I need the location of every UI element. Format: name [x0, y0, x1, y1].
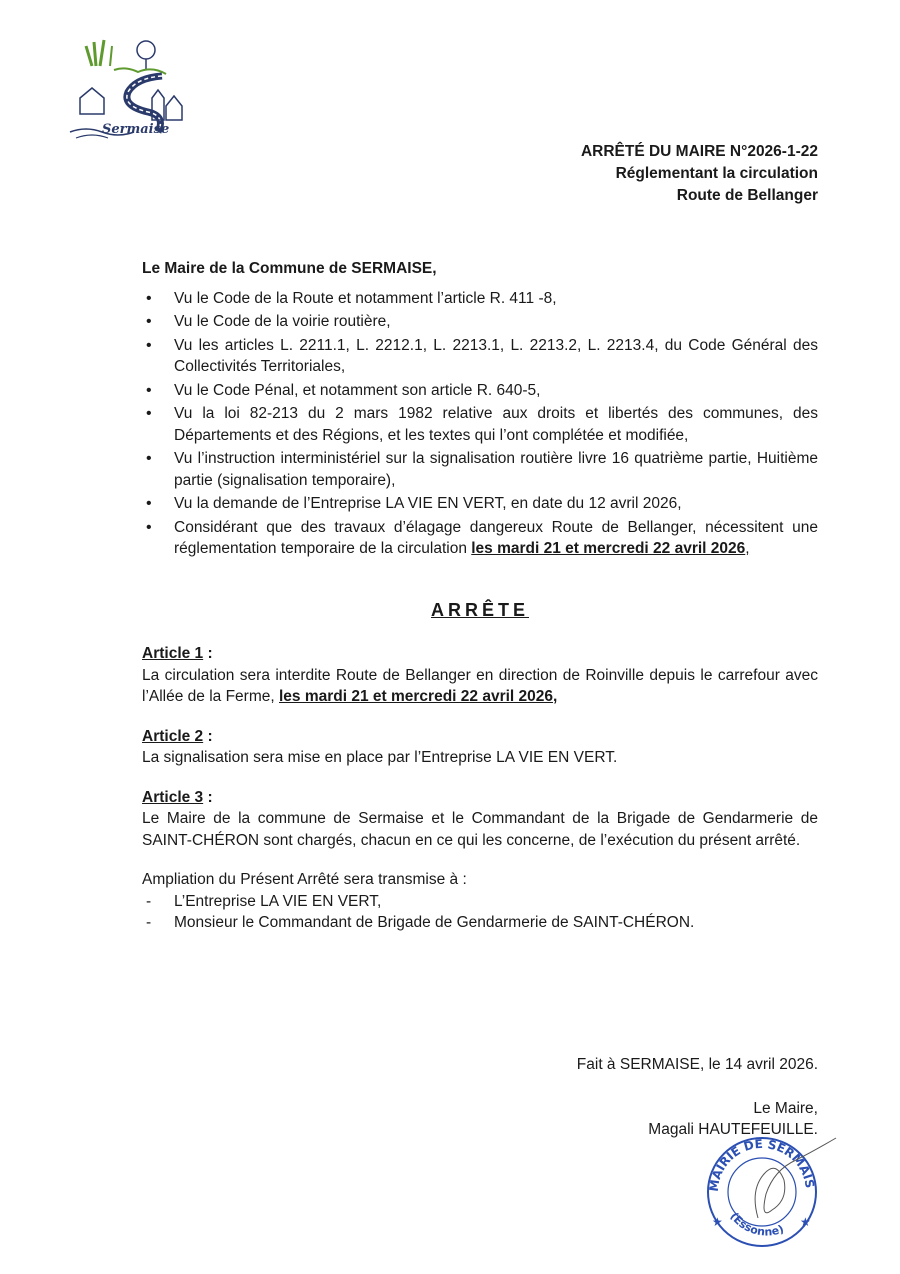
article-3-text: Le Maire de la commune de Sermaise et le Commandant de la Brigade de Gendarmerie de SAINT-CHÉRON sont chargés, chacun en ce qui les concerne, de l’exécution du présent arrêté. [142, 810, 818, 849]
ampliation-list [142, 891, 818, 934]
article-2-sep: : [203, 727, 213, 745]
decree-location: Route de Bellanger [676, 187, 818, 204]
stamp-star-icon: ★ [800, 1215, 811, 1229]
article-3-title [142, 787, 818, 809]
official-stamp [700, 1130, 840, 1250]
consideration-item: • Vu le Code de la Route et notamment l’article R. 411 -8, [142, 288, 818, 310]
decree-number: ARRÊTÉ DU MAIRE N°2026-1-22 [580, 143, 818, 160]
article-1-body: La circulation sera interdite Route de Bellanger en direction de Roinville depuis le carrefour avec l’Allée de la Ferme, [142, 666, 818, 705]
stamp-bottom-text: (Essonne) [727, 1209, 786, 1239]
consideration-item: • Vu la demande de l’Entreprise LA VIE EN VERT, en date du 12 avril 2026, [142, 493, 818, 515]
article-3 [142, 787, 818, 852]
decree-body [142, 258, 818, 934]
considerations-list [142, 288, 818, 560]
stamp-star-icon: ★ [712, 1215, 723, 1229]
article-1-suffix: , [553, 688, 558, 705]
decree-header [581, 141, 818, 207]
article-1 [142, 643, 818, 708]
article-2-label: Article 2 [142, 727, 204, 745]
ampliation-intro: Ampliation du Présent Arrêté sera transmise à : [142, 871, 467, 888]
arrete-heading: ARRÊTE [430, 599, 529, 620]
decree-subject: Réglementant la circulation [615, 165, 818, 182]
consideration-item: • Vu les articles L. 2211.1, L. 2212.1, L. 2213.1, L. 2213.2, L. 2213.4, du Code Général des Collectivités Territoriales, [142, 335, 818, 378]
ampliation-recipient: - L’Entreprise LA VIE EN VERT, [142, 891, 818, 913]
consideration-item: • Vu le Code de la voirie routière, [142, 311, 818, 333]
consideration-suffix: , [745, 540, 750, 557]
consideration-item-last [142, 517, 818, 560]
article-2-text: La signalisation sera mise en place par l’Entreprise LA VIE EN VERT. [142, 749, 618, 766]
article-2-title [142, 726, 818, 748]
article-3-sep: : [203, 788, 213, 806]
ampliation-recipient: - Monsieur le Commandant de Brigade de Gendarmerie de SAINT-CHÉRON. [142, 912, 818, 934]
place-date: Fait à SERMAISE, le 14 avril 2026. [576, 1056, 818, 1073]
logo-text: Sermaise [102, 122, 170, 137]
article-1-dates: les mardi 21 et mercredi 22 avril 2026 [278, 688, 553, 705]
stamp-top-text: MAIRIE DE SERMAIS [706, 1136, 817, 1193]
consideration-item: • Vu l’instruction interministériel sur la signalisation routière livre 16 quatrième partie, Huitième partie (signalisation temporaire), [142, 448, 818, 491]
mayor-title: Le Maire, [753, 1099, 818, 1117]
consideration-text: Considérant que des travaux d’élagage dangereux Route de Bellanger, nécessitent une réglementation temporaire de la circulation [174, 518, 818, 557]
article-1-title [142, 643, 818, 665]
commune-logo [66, 36, 196, 148]
consideration-item: • Vu le Code Pénal, et notamment son article R. 640-5, [142, 380, 818, 402]
intro-line: Le Maire de la Commune de SERMAISE, [142, 260, 437, 277]
article-1-text [142, 665, 818, 708]
consideration-dates: les mardi 21 et mercredi 22 avril 2026 [471, 540, 746, 557]
article-3-label: Article 3 [142, 788, 204, 806]
mayor-name: Magali HAUTEFEUILLE. [648, 1121, 818, 1138]
consideration-item: • Vu la loi 82-213 du 2 mars 1982 relative aux droits et libertés des communes, des Départements et des Régions, et les textes qui l’ont complétée et modifiée, [142, 403, 818, 446]
article-1-sep: : [203, 645, 213, 662]
signoff [577, 1054, 818, 1141]
article-1-label: Article 1 [142, 645, 204, 662]
article-2 [142, 726, 818, 769]
